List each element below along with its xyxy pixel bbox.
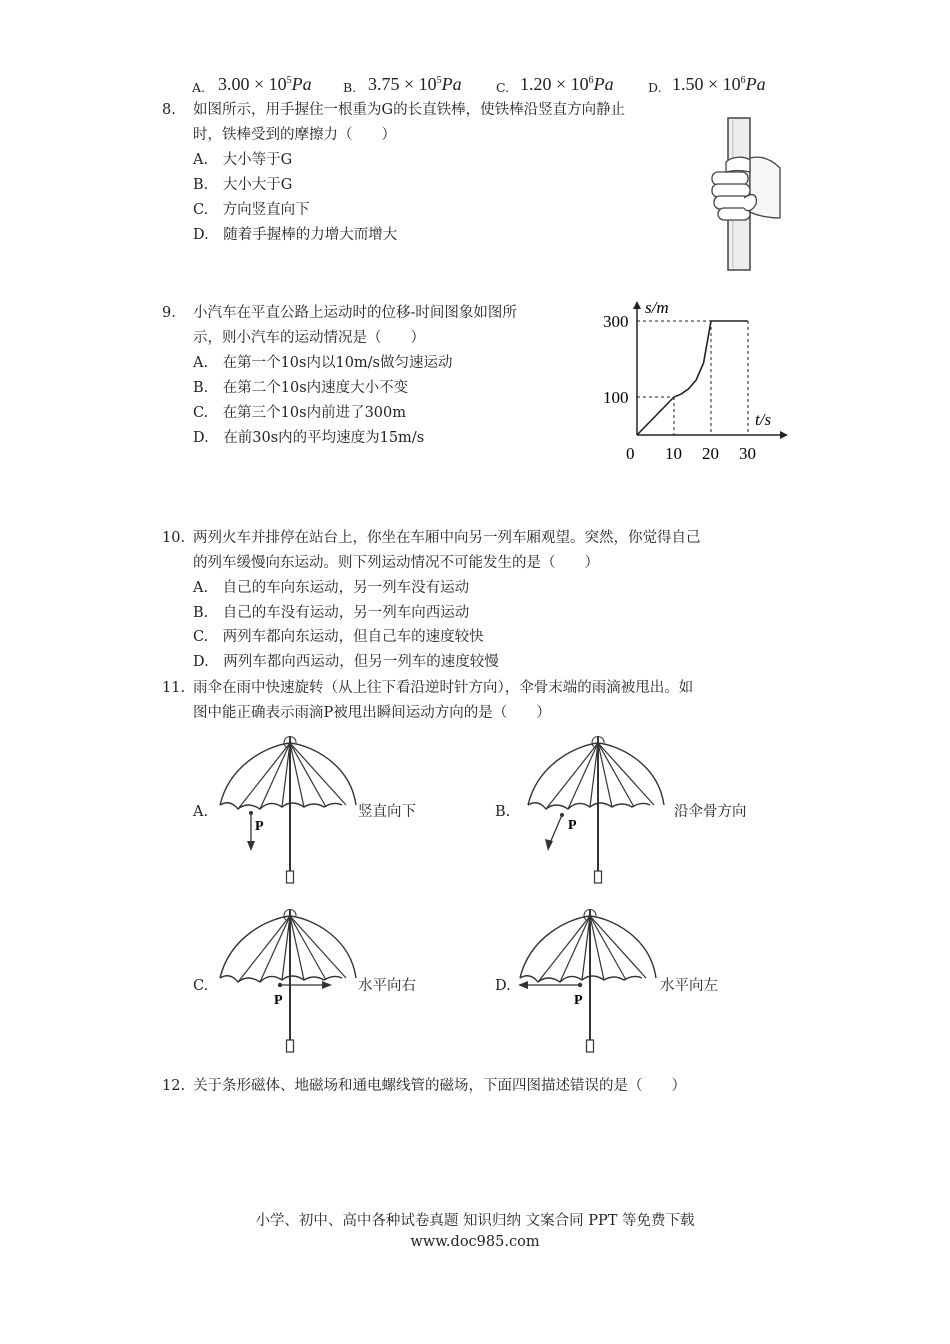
q8-option-b: B. 大小大于G (193, 177, 293, 193)
y-tick-label-100: 100 (603, 388, 629, 407)
drop-p-label-a: P (255, 819, 264, 834)
q11-figure-d-letter: D. (495, 978, 511, 994)
q7-option-b-value: $3.75 \times 10^5Pa$ (368, 74, 462, 94)
y-tick-label-300: 300 (603, 312, 629, 331)
y-axis-label: s/m (645, 298, 669, 317)
q11-stem-line2: 图中能正确表示雨滴P被甩出瞬间运动方向的是（ ） (193, 705, 551, 721)
footer-line1: 小学、初中、高中各种试卷真题 知识归纳 文案合同 PPT 等免费下载 (255, 1213, 695, 1229)
displacement-time-chart (595, 293, 790, 473)
series-line (637, 321, 748, 435)
x-tick-label-20: 20 (702, 444, 719, 463)
q11-figure-a-caption: 竖直向下 (358, 804, 416, 820)
q10-number: 10. (162, 530, 186, 546)
q9-option-b: B. 在第二个10s内速度大小不变 (193, 380, 409, 396)
q7-option-b-letter: B. (343, 80, 357, 95)
umbrella-c-figure (210, 908, 360, 1056)
q11-figure-d-caption: 水平向左 (660, 978, 718, 994)
footer-url: www.doc985.com (410, 1234, 540, 1250)
q11-figure-c-caption: 水平向右 (358, 978, 416, 994)
x-tick-label-30: 30 (739, 444, 756, 463)
umbrella-a-figure (210, 735, 360, 890)
origin-label: 0 (626, 444, 635, 463)
q11-figure-c-letter: C. (193, 978, 209, 994)
x-axis-arrow (780, 431, 788, 439)
q8-stem-line2: 时，铁棒受到的摩擦力（ ） (193, 127, 396, 143)
q8-option-a: A. 大小等于G (193, 152, 293, 168)
q8-number: 8. (162, 102, 176, 118)
q9-stem-line2: 示，则小汽车的运动情况是（ ） (193, 330, 425, 346)
q9-option-c: C. 在第三个10s内前进了300m (193, 405, 407, 421)
q7-option-a-value: $3.00 \times 10^5Pa$ (218, 74, 312, 94)
q7-option-a-letter: A. (192, 80, 206, 95)
x-axis-label: t/s (755, 410, 772, 429)
umbrella-b-figure (518, 735, 668, 890)
q8-stem-line1: 如图所示，用手握住一根重为G的长直铁棒，使铁棒沿竖直方向静止 (193, 102, 626, 118)
q10-option-c: C. 两列车都向东运动，但自己车的速度较快 (193, 629, 484, 645)
drop-p-label-c: P (274, 993, 283, 1008)
q10-option-d: D. 两列车都向西运动，但另一列车的速度较慢 (193, 654, 499, 670)
q8-option-c: C. 方向竖直向下 (193, 202, 310, 218)
q10-option-a: A. 自己的车向东运动，另一列车没有运动 (193, 580, 470, 596)
q9-option-a: A. 在第一个10s内以10m/s做匀速运动 (193, 355, 453, 371)
q11-figure-b-caption: 沿伞骨方向 (674, 804, 747, 820)
q9-option-d: D. 在前30s内的平均速度为15m/s (193, 430, 425, 446)
q7-options (0, 74, 950, 102)
drop-p-label-d: P (574, 993, 583, 1008)
x-tick-label-10: 10 (665, 444, 682, 463)
umbrella-d-figure (510, 908, 660, 1056)
y-axis-arrow (633, 301, 641, 309)
q7-option-d-value: $1.50 \times 10^6Pa$ (672, 74, 766, 94)
q7-option-c-value: $1.20 \times 10^6Pa$ (520, 74, 614, 94)
q8-option-d: D. 随着手握棒的力增大而增大 (193, 227, 398, 243)
drop-p-label-b: P (568, 818, 577, 833)
q11-stem-line1: 雨伞在雨中快速旋转（从上往下看沿逆时针方向），伞骨末端的雨滴被甩出。如 (193, 680, 694, 696)
q12-stem-line1: 关于条形磁体、地磁场和通电螺线管的磁场，下面四图描述错误的是（ ） (193, 1078, 686, 1094)
q7-option-c-letter: C. (496, 80, 510, 95)
q10-stem-line1: 两列火车并排停在站台上，你坐在车厢中向另一列车厢观望。突然，你觉得自己 (193, 530, 701, 546)
q10-option-b: B. 自己的车没有运动，另一列车向西运动 (193, 605, 470, 621)
q7-option-d-letter: D. (648, 80, 662, 95)
q11-figure-b-letter: B. (495, 804, 511, 820)
q12-number: 12. (162, 1078, 186, 1094)
q11-figure-a-letter: A. (193, 804, 209, 820)
q11-number: 11. (162, 680, 186, 696)
hand-holding-rod-figure (700, 100, 790, 275)
q10-stem-line2: 的列车缓慢向东运动。则下列运动情况不可能发生的是（ ） (193, 555, 599, 571)
q9-number: 9. (162, 305, 176, 321)
q9-stem-line1: 小汽车在平直公路上运动时的位移-时间图象如图所 (193, 305, 517, 321)
